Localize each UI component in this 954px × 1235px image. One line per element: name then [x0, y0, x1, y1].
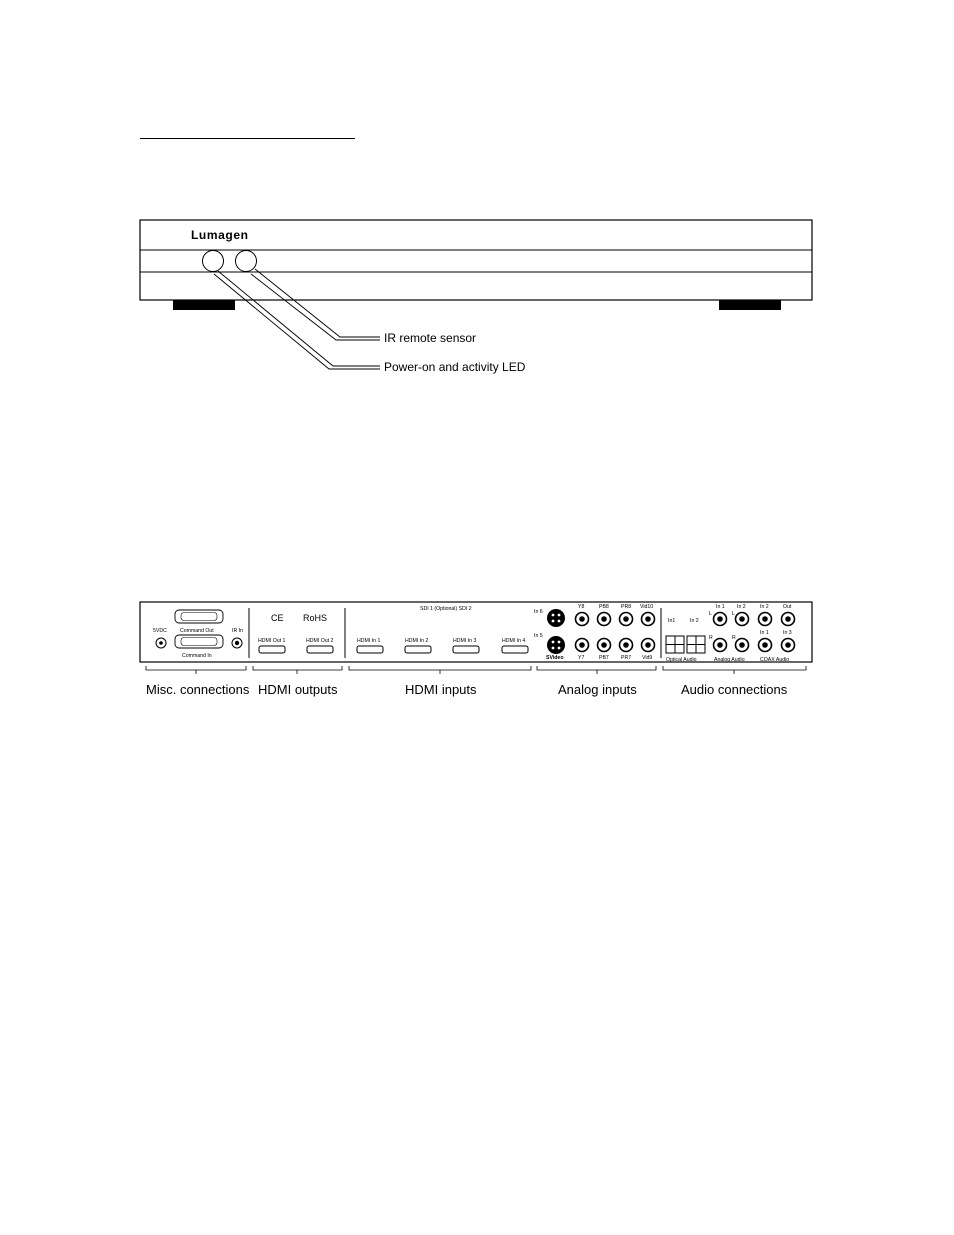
hdmi-in-4-label: HDMI In 4: [502, 638, 526, 644]
analog-in2-l-label: L: [732, 611, 735, 617]
analog-in1-l-label: L: [709, 611, 712, 617]
optical-in1-label: In1: [668, 618, 676, 624]
analog-in1-r-jack-center: [717, 642, 723, 648]
group-audio-label: Audio connections: [681, 682, 788, 697]
group-analog-inputs-label: Analog inputs: [558, 682, 637, 697]
coax-in3-label: In 3: [783, 630, 792, 636]
y7-jack-center: [579, 642, 585, 648]
coax-audio-label: COAX Audio: [760, 657, 790, 663]
analog-in2-r-label: R: [732, 635, 736, 641]
coax-in2-label: In 2: [760, 604, 769, 610]
pr8-jack-center: [623, 616, 629, 622]
led-window: [203, 251, 224, 272]
group-misc-label: Misc. connections: [146, 682, 250, 697]
hdmi-in-1-label: HDMI In 1: [357, 638, 381, 644]
sdi-label: SDI 1 (Optional) SDI 2: [420, 606, 472, 612]
left-foot: [173, 300, 235, 310]
pb8-label: PB8: [599, 604, 609, 610]
svideo-in5-pin: [558, 647, 561, 650]
group-hdmi-outputs-label: HDMI outputs: [258, 682, 338, 697]
svideo-in5-pin: [552, 647, 555, 650]
vid10-jack-center: [645, 616, 651, 622]
hdmi-in-2-port: [405, 646, 431, 653]
bracket-misc: [146, 666, 246, 670]
pb8-jack-center: [601, 616, 607, 622]
pb7-label: PB7: [599, 655, 609, 661]
svideo-in5-pin: [552, 641, 555, 644]
ir-in-jack-pin: [235, 641, 239, 645]
analog-audio-label: Analog Audio: [714, 657, 745, 663]
coax-out-label: Out: [783, 604, 792, 610]
y7-label: Y7: [578, 655, 585, 661]
hdmi-out-1-label: HDMI Out 1: [258, 638, 286, 644]
coax-in1-jack-center: [762, 642, 768, 648]
ir-sensor-window: [236, 251, 257, 272]
vid10-label: Vid10: [640, 604, 654, 610]
pr7-label: PR7: [621, 655, 632, 661]
analog-in2-r-jack-center: [739, 642, 745, 648]
optical-audio-label: Optical Audio: [666, 657, 697, 663]
command-out-label: Command Out: [180, 628, 214, 634]
bracket-hdmi-out: [253, 666, 342, 670]
hdmi-in-3-label: HDMI In 3: [453, 638, 477, 644]
group-hdmi-inputs-label: HDMI inputs: [405, 682, 477, 697]
right-foot: [719, 300, 781, 310]
front-panel-diagram: [0, 0, 954, 420]
group-brackets: [146, 666, 806, 674]
vid9-label: Vid9: [642, 655, 653, 661]
svideo-in6-label: In 6: [534, 609, 543, 615]
hdmi-in-4-port: [502, 646, 528, 653]
svideo-in6-pin: [552, 620, 555, 623]
hdmi-out-2-label: HDMI Out 2: [306, 638, 334, 644]
analog-in1-label: In 1: [716, 604, 725, 610]
bracket-audio: [663, 666, 806, 670]
command-out-port: [175, 610, 223, 623]
pb7-jack-center: [601, 642, 607, 648]
analog-in2-l-jack-center: [739, 616, 745, 622]
svideo-in6-jack: [547, 609, 565, 627]
coax-in1-label: In 1: [760, 630, 769, 636]
ir-in-label: IR In: [232, 628, 243, 634]
command-in-label: Command In: [182, 653, 212, 659]
analog-in1-r-label: R: [709, 635, 713, 641]
pr7-jack-center: [623, 642, 629, 648]
rohs-mark: RoHS: [303, 613, 328, 623]
power-label: 5VDC: [153, 628, 167, 634]
ir-sensor-label: IR remote sensor: [384, 331, 477, 345]
analog-in1-l-jack-center: [717, 616, 723, 622]
brand-logo: Lumagen: [191, 228, 249, 242]
y8-label: Y8: [578, 604, 585, 610]
command-in-port: [175, 635, 223, 648]
optical-in2-label: In 2: [690, 618, 699, 624]
svideo-in5-pin: [558, 641, 561, 644]
pr8-label: PR8: [621, 604, 632, 610]
svideo-label: SVideo: [546, 655, 564, 661]
coax-out-jack-center: [785, 616, 791, 622]
hdmi-in-3-port: [453, 646, 479, 653]
coax-in2-jack-center: [762, 616, 768, 622]
hdmi-out-2-port: [307, 646, 333, 653]
hdmi-in-2-label: HDMI In 2: [405, 638, 429, 644]
svideo-in5-jack: [547, 636, 565, 654]
vid9-jack-center: [645, 642, 651, 648]
rear-panel-diagram: [0, 590, 954, 710]
ce-mark: CE: [271, 613, 284, 623]
svideo-in6-pin: [558, 614, 561, 617]
analog-in2-label: In 2: [737, 604, 746, 610]
coax-in3-jack-center: [785, 642, 791, 648]
bracket-analog: [537, 666, 656, 670]
svideo-in5-label: In 5: [534, 633, 543, 639]
bracket-hdmi-in: [349, 666, 531, 670]
hdmi-in-1-port: [357, 646, 383, 653]
led-label: Power-on and activity LED: [384, 360, 526, 374]
y8-jack-center: [579, 616, 585, 622]
power-jack-pin: [159, 641, 163, 645]
svideo-in6-pin: [558, 620, 561, 623]
hdmi-out-1-port: [259, 646, 285, 653]
svideo-in6-pin: [552, 614, 555, 617]
